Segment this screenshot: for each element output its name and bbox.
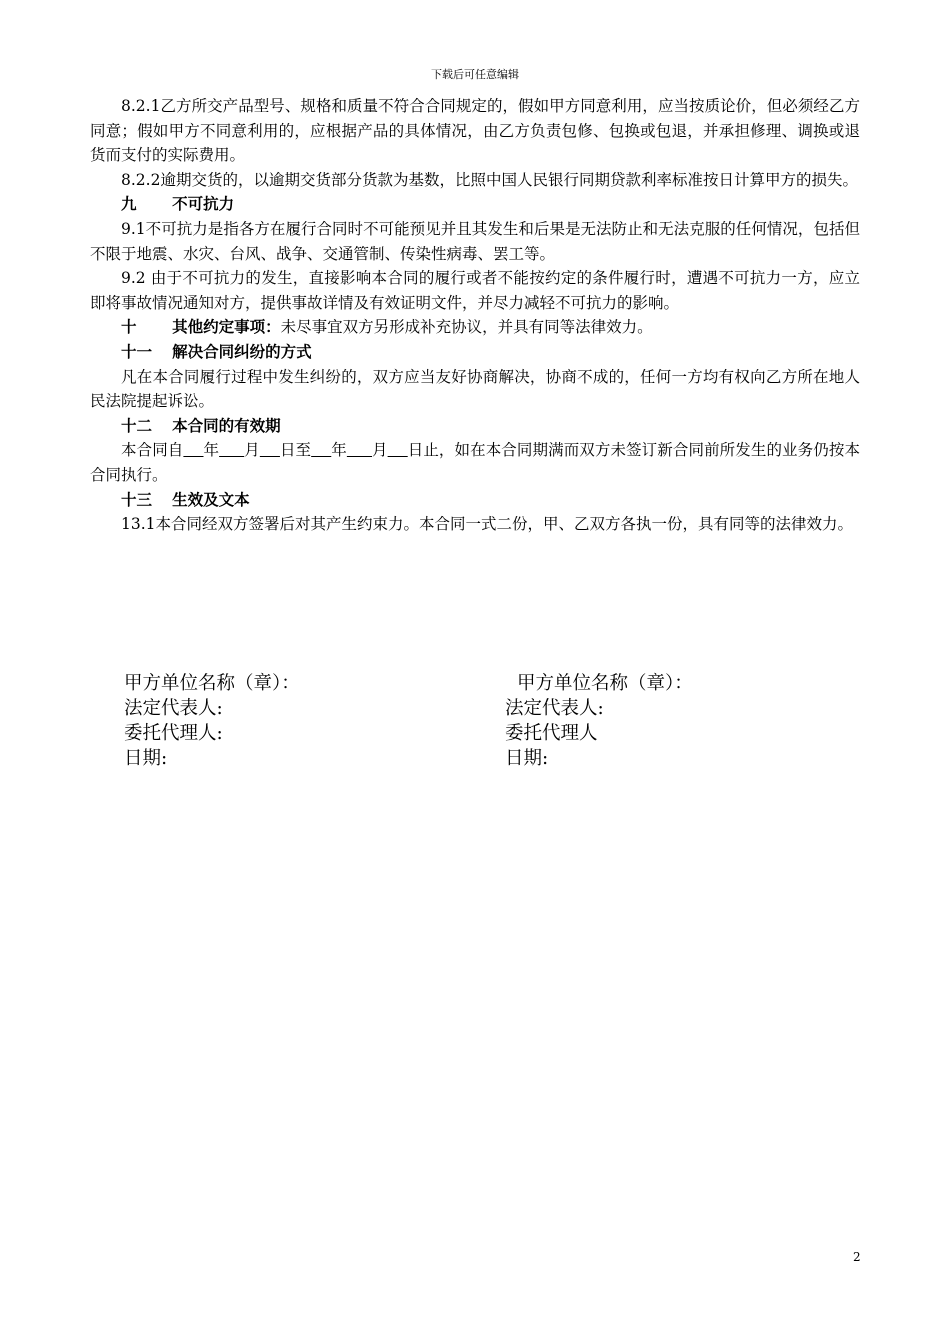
legal-rep-label: 法定代表人:	[124, 698, 223, 719]
section-heading-13	[90, 488, 860, 513]
signature-block-right	[505, 671, 693, 771]
section-10-text: 未尽事宜双方另形成补充协议，并具有同等法律效力。	[280, 318, 653, 337]
clause-9-1: 9.1不可抗力是指各方在履行合同时不可能预见并且其发生和后果是无法防止和无法克服的任何情况，包括但不限于地震、水灾、台风、战争、交通管制、传染性病毒、罢工等。	[90, 219, 860, 263]
clause-12-a: 本合同自	[121, 441, 184, 460]
section-heading-10	[90, 315, 860, 340]
section-heading-9	[90, 192, 860, 217]
clause-12-e: 年	[331, 441, 347, 460]
agent-label: 委托代理人	[505, 723, 598, 744]
blank-day-end	[388, 441, 408, 459]
clause-13-1: 13.1本合同经双方签署后对其产生约束力。本合同一式二份，甲、乙双方各执一份，具有同等的法律效力。	[121, 515, 854, 534]
section-number: 十一	[121, 341, 153, 361]
contract-body	[90, 94, 860, 537]
clause-11: 凡在本合同履行过程中发生纠纷的，双方应当友好协商解决，协商不成的，任何一方均有权向乙方所在地人民法院提起诉讼。	[90, 367, 860, 411]
clause-12-c: 月	[244, 441, 260, 460]
date-label: 日期:	[124, 748, 168, 769]
section-title: 其他约定事项：	[172, 317, 281, 337]
clause-12-g: 日止，如在本合同期满而双方未签订新合同前所发生的业务仍按本合同执行。	[90, 441, 860, 484]
section-number: 十	[121, 317, 137, 337]
clause-12-f: 月	[372, 441, 388, 460]
section-number: 十三	[121, 489, 153, 509]
section-heading-11	[90, 340, 860, 365]
party-org-label: 甲方单位名称（章）：	[124, 673, 300, 694]
blank-year-start	[183, 441, 203, 459]
section-title: 本合同的有效期	[172, 415, 281, 435]
legal-rep-label: 法定代表人:	[505, 698, 604, 719]
section-title: 生效及文本	[172, 489, 250, 509]
clause-8-2-2: 8.2.2逾期交货的，以逾期交货部分货款为基数，比照中国人民银行同期贷款利率标准按日计算甲方的损失。	[121, 170, 858, 189]
party-org-label: 甲方单位名称（章）：	[517, 673, 693, 694]
clause-12-b: 年	[203, 441, 220, 460]
page-header: 下载后可任意编辑	[431, 68, 519, 81]
blank-month-start	[219, 441, 244, 459]
date-label: 日期:	[505, 748, 549, 769]
section-title: 解决合同纠纷的方式	[172, 341, 312, 361]
section-number: 十二	[121, 415, 153, 435]
blank-month-end	[347, 441, 372, 459]
section-title: 不可抗力	[172, 194, 235, 214]
section-number: 九	[121, 194, 137, 214]
clause-9-2: 9.2 由于不可抗力的发生，直接影响本合同的履行或者不能按约定的条件履行时，遭遇不可抗力一方，应立即将事故情况通知对方，提供事故详情及有效证明文件，并尽力减轻不可抗力的影响。	[90, 269, 860, 312]
clause-12-d: 日至	[279, 441, 312, 460]
signature-block-left	[124, 671, 300, 771]
clause-12	[90, 438, 860, 487]
blank-day-start	[260, 441, 280, 459]
page-number: 2	[853, 1250, 861, 1264]
agent-label: 委托代理人:	[124, 723, 223, 744]
section-heading-12	[90, 414, 860, 439]
blank-year-end	[311, 441, 331, 459]
clause-8-2-1: 8.2.1乙方所交产品型号、规格和质量不符合合同规定的，假如甲方同意利用，应当按质论价，但必须经乙方同意；假如甲方不同意利用的，应根据产品的具体情况，由乙方负责包修、包换或包退，并承担修理、调换或退货而支付的实际费用。	[90, 97, 860, 165]
